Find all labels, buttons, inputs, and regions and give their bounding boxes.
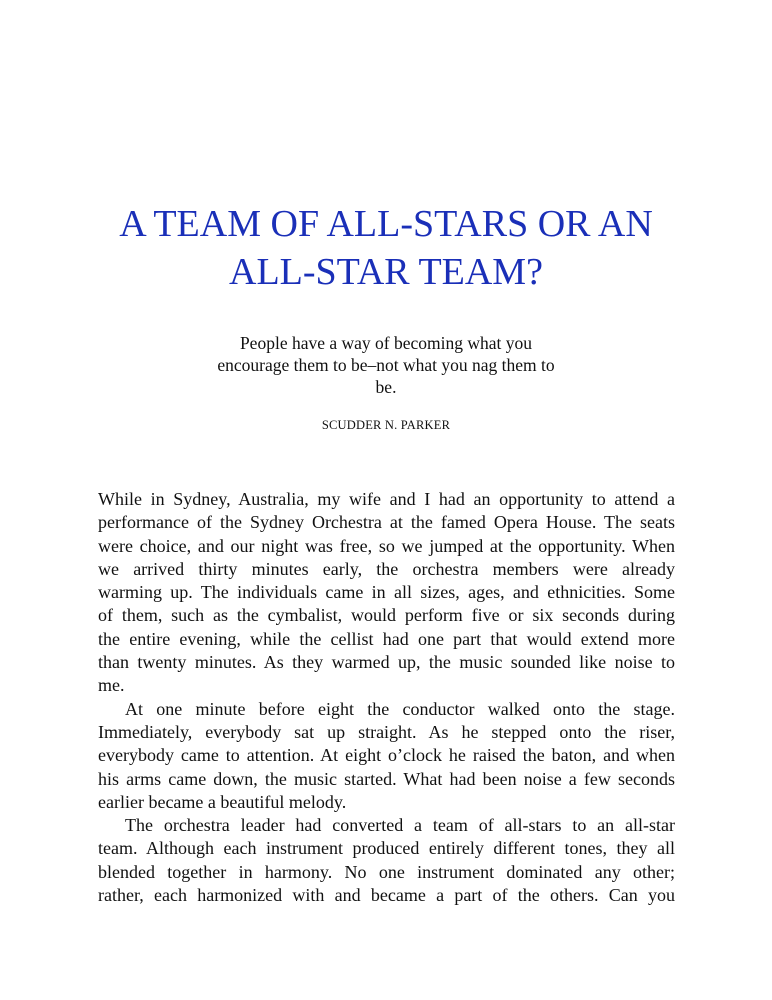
epigraph-attribution: SCUDDER N. PARKER bbox=[321, 418, 451, 432]
text-line: Immediately, everybody sat up straight. As he stepped onto the riser, bbox=[98, 721, 675, 742]
text-line: the entire evening, while the cellist had one part that would extend more bbox=[98, 628, 675, 649]
chapter-title bbox=[60, 200, 712, 296]
text-line: performance of the Sydney Orchestra at the famed Opera House. The seats bbox=[98, 512, 675, 533]
text-line: blended together in harmony. No one instrument dominated any other; bbox=[98, 861, 675, 882]
paragraph bbox=[98, 698, 675, 814]
paragraph bbox=[98, 814, 675, 907]
chapter-title-line: ALL-STAR TEAM? bbox=[229, 251, 543, 293]
text-line: of them, such as the cymbalist, would perform five or six seconds during bbox=[98, 605, 675, 626]
text-line: everybody came to attention. At eight o’clock he raised the baton, and when bbox=[98, 745, 675, 766]
text-line: than twenty minutes. As they warmed up, the music sounded like noise to bbox=[98, 652, 675, 673]
text-line: earlier became a beautiful melody. bbox=[98, 791, 347, 812]
epigraph-line: People have a way of becoming what you bbox=[239, 333, 533, 353]
text-line: While in Sydney, Australia, my wife and I had an opportunity to attend a bbox=[98, 489, 675, 509]
text-line: rather, each harmonized with and became a part of the others. Can you bbox=[98, 885, 675, 906]
epigraph-quote bbox=[196, 332, 576, 398]
text-line: were choice, and our night was free, so we jumped at the opportunity. When bbox=[98, 535, 675, 556]
text-line: warming up. The individuals came in all sizes, ages, and ethnicities. Some bbox=[98, 582, 675, 603]
text-line: his arms came down, the music started. What had been noise a few seconds bbox=[98, 768, 675, 789]
text-line: me. bbox=[98, 675, 125, 696]
text-line: we arrived thirty minutes early, the orchestra members were already bbox=[98, 558, 675, 579]
epigraph-line: encourage them to be–not what you nag them to bbox=[217, 355, 555, 375]
epigraph-line: be. bbox=[375, 377, 397, 397]
paragraph bbox=[98, 488, 675, 698]
chapter-title-line: A TEAM OF ALL-STARS OR AN bbox=[119, 203, 653, 245]
text-line: At one minute before eight the conductor walked onto the stage. bbox=[125, 698, 675, 719]
text-line: The orchestra leader had converted a team of all-stars to an all-star bbox=[125, 815, 675, 836]
body-text bbox=[98, 488, 675, 907]
text-line: team. Although each instrument produced entirely different tones, they all bbox=[98, 838, 675, 859]
